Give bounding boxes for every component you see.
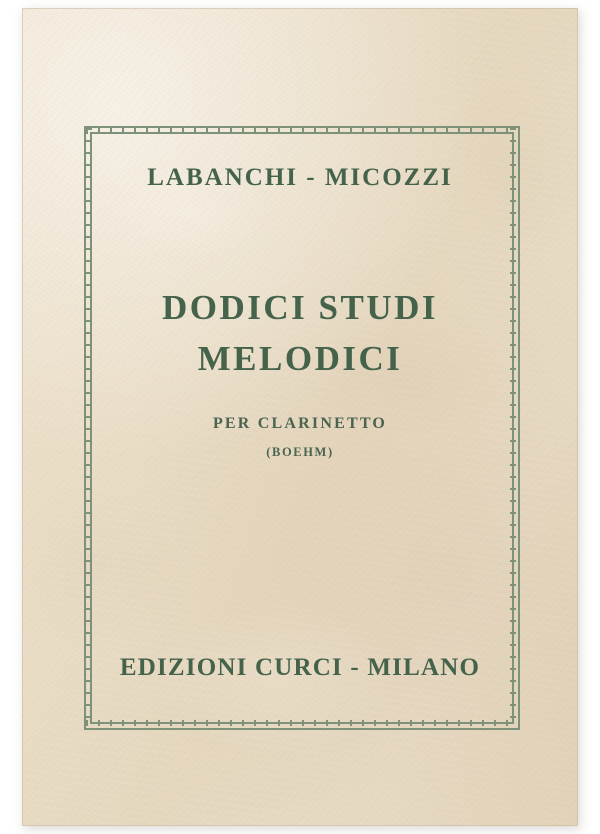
book-title-line-2: MELODICI — [197, 339, 403, 379]
authors-line: LABANCHI - MICOZZI — [147, 164, 453, 191]
cover-content — [92, 134, 508, 718]
publisher-line: EDIZIONI CURCI - MILANO — [119, 654, 481, 681]
subtitle-instrument: PER CLARINETTO — [212, 414, 388, 432]
frame-rungs-bottom — [86, 720, 514, 726]
frame-rungs-right — [510, 128, 516, 728]
book-title — [92, 284, 508, 383]
book-title-line-1: DODICI STUDI — [161, 288, 439, 327]
subtitle-system: (BOEHM) — [266, 444, 334, 459]
book-cover — [22, 8, 578, 826]
